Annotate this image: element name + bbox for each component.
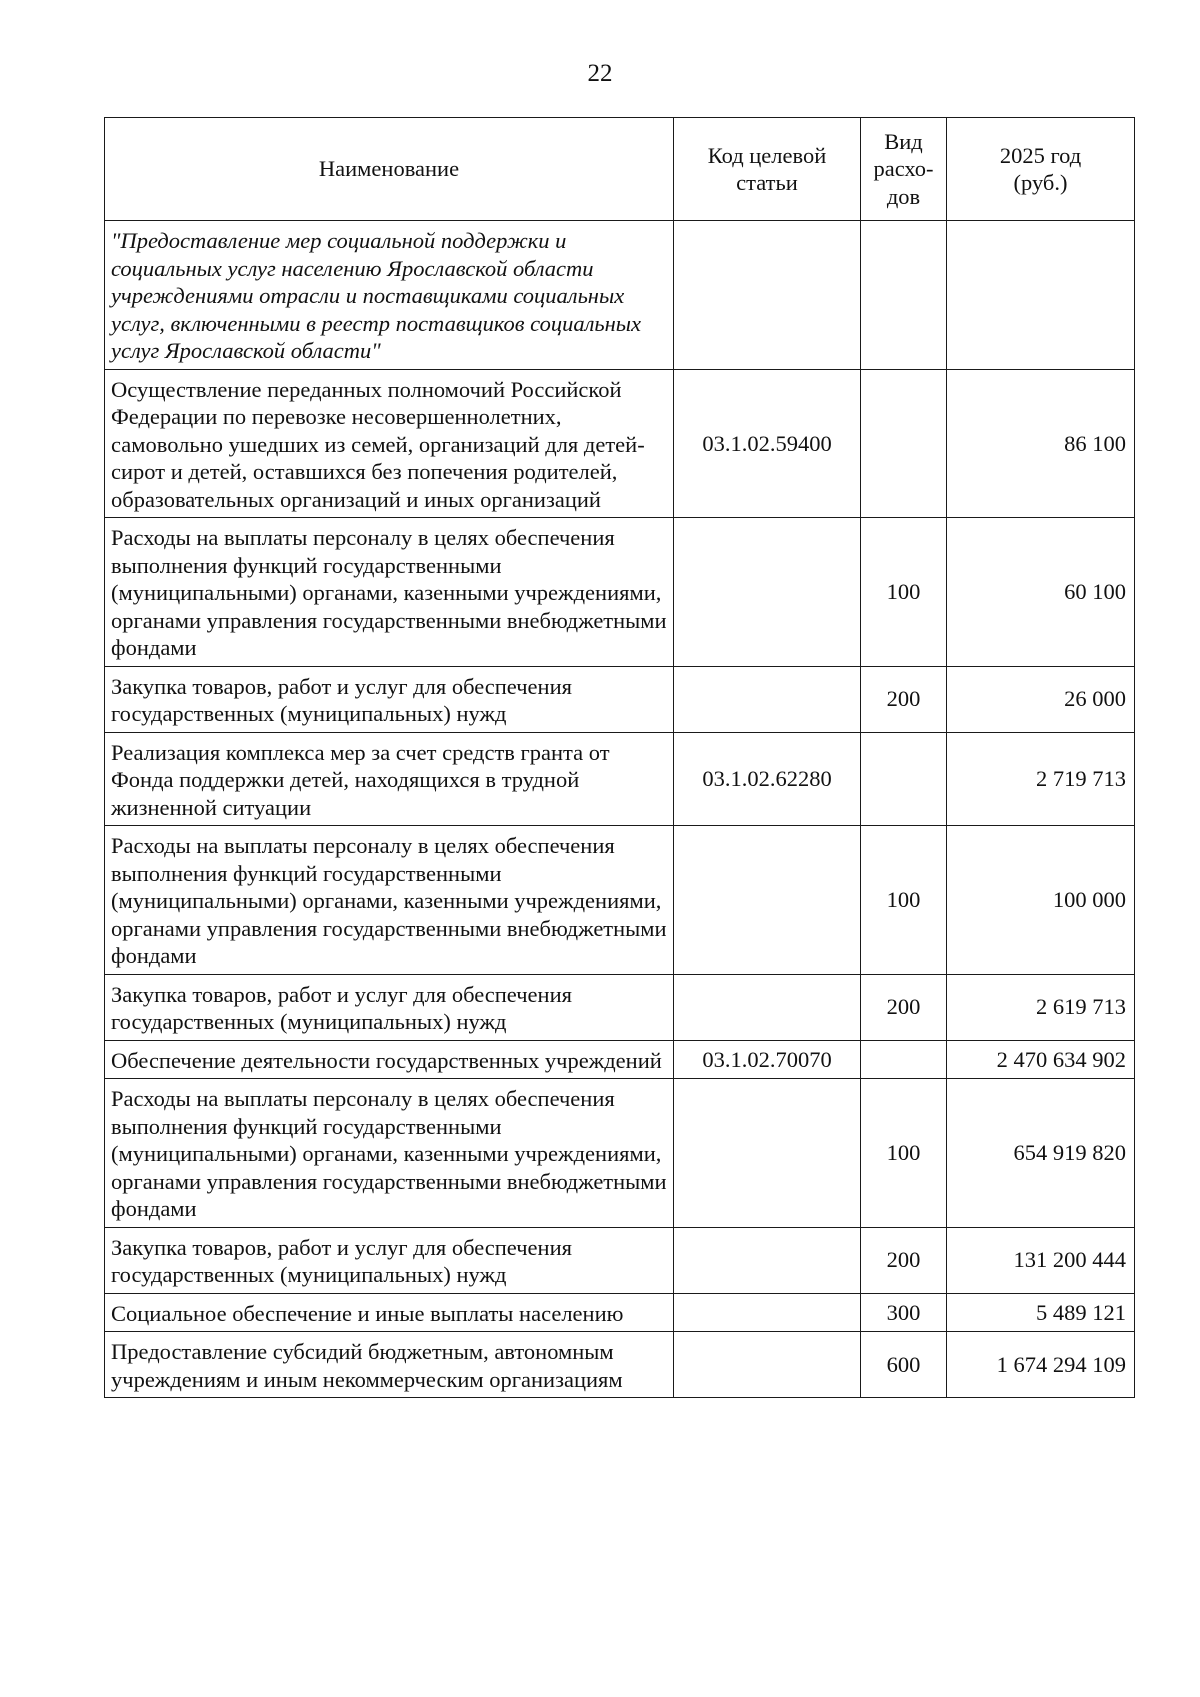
row-name: Расходы на выплаты персоналу в целях обеспечения выполнения функций государственными (муниципальными) органами, казенными учреждениями, органами управления государственными внебюджетными фондами	[105, 826, 674, 975]
row-code	[674, 974, 861, 1040]
row-code	[674, 666, 861, 732]
row-name: Расходы на выплаты персоналу в целях обеспечения выполнения функций государственными (муниципальными) органами, казенными учреждениями, органами управления государственными внебюджетными фондами	[105, 1079, 674, 1228]
row-name: Расходы на выплаты персоналу в целях обеспечения выполнения функций государственными (муниципальными) органами, казенными учреждениями, органами управления государственными внебюджетными фондами	[105, 518, 674, 667]
row-amount: 654 919 820	[947, 1079, 1135, 1228]
row-amount: 86 100	[947, 369, 1135, 518]
table-row	[105, 518, 1135, 667]
row-amount: 2 619 713	[947, 974, 1135, 1040]
table-row	[105, 974, 1135, 1040]
row-amount: 1 674 294 109	[947, 1332, 1135, 1398]
row-amount: 26 000	[947, 666, 1135, 732]
row-name: "Предоставление мер социальной поддержки и социальных услуг населению Ярославской области учреждениями отрасли и поставщиками социальных услуг, включенными в реестр поставщиков социальных услуг Ярославской области"	[105, 221, 674, 370]
page-number: 22	[587, 60, 613, 87]
header-name: Наименование	[105, 118, 674, 221]
row-name: Закупка товаров, работ и услуг для обеспечения государственных (муниципальных) нужд	[105, 974, 674, 1040]
row-name: Закупка товаров, работ и услуг для обеспечения государственных (муниципальных) нужд	[105, 666, 674, 732]
row-expense-type	[861, 1040, 947, 1079]
row-expense-type: 200	[861, 666, 947, 732]
table-row	[105, 221, 1135, 370]
row-code	[674, 221, 861, 370]
header-code	[674, 118, 861, 221]
row-expense-type: 600	[861, 1332, 947, 1398]
row-name: Осуществление переданных полномочий Российской Федерации по перевозке несовершеннолетних, самовольно ушедших из семей, организаций для детей-сирот и детей, оставшихся без попечения родителей, образовательных организаций и иных организаций	[105, 369, 674, 518]
row-amount: 2 719 713	[947, 732, 1135, 826]
row-code	[674, 1293, 861, 1332]
table-row	[105, 369, 1135, 518]
row-amount: 2 470 634 902	[947, 1040, 1135, 1079]
row-expense-type	[861, 732, 947, 826]
row-expense-type	[861, 369, 947, 518]
row-amount: 100 000	[947, 826, 1135, 975]
table-row	[105, 1040, 1135, 1079]
header-amount-line1: 2025 год	[999, 142, 1082, 168]
row-code	[674, 1332, 861, 1398]
header-code-line1: Код целевой	[707, 142, 827, 168]
row-amount: 60 100	[947, 518, 1135, 667]
row-name: Закупка товаров, работ и услуг для обеспечения государственных (муниципальных) нужд	[105, 1227, 674, 1293]
header-type-line1: Вид	[884, 128, 923, 154]
row-name: Обеспечение деятельности государственных учреждений	[105, 1040, 674, 1079]
table-row	[105, 666, 1135, 732]
row-expense-type: 300	[861, 1293, 947, 1332]
table-row	[105, 1079, 1135, 1228]
table-header-row	[105, 118, 1135, 221]
table-row	[105, 732, 1135, 826]
row-code: 03.1.02.70070	[674, 1040, 861, 1079]
row-expense-type: 200	[861, 974, 947, 1040]
budget-table	[104, 117, 1135, 1398]
row-name: Предоставление субсидий бюджетным, автономным учреждениям и иным некоммерческим организациям	[105, 1332, 674, 1398]
header-type-line3: дов	[886, 183, 921, 209]
row-expense-type: 100	[861, 1079, 947, 1228]
row-code	[674, 826, 861, 975]
header-code-line2: статьи	[736, 170, 798, 195]
row-expense-type: 200	[861, 1227, 947, 1293]
table-row	[105, 1227, 1135, 1293]
header-amount-line2: (руб.)	[1013, 170, 1068, 195]
header-amount	[947, 118, 1135, 221]
row-amount: 131 200 444	[947, 1227, 1135, 1293]
row-code: 03.1.02.59400	[674, 369, 861, 518]
table-row	[105, 826, 1135, 975]
table-row	[105, 1332, 1135, 1398]
header-expense-type	[861, 118, 947, 221]
row-amount	[947, 221, 1135, 370]
row-code	[674, 1227, 861, 1293]
row-name: Социальное обеспечение и иные выплаты населению	[105, 1293, 674, 1332]
row-expense-type	[861, 221, 947, 370]
row-code: 03.1.02.62280	[674, 732, 861, 826]
row-expense-type: 100	[861, 826, 947, 975]
row-expense-type: 100	[861, 518, 947, 667]
row-name: Реализация комплекса мер за счет средств гранта от Фонда поддержки детей, находящихся в трудной жизненной ситуации	[105, 732, 674, 826]
row-code	[674, 518, 861, 667]
row-amount: 5 489 121	[947, 1293, 1135, 1332]
row-code	[674, 1079, 861, 1228]
header-type-line2: расхо-	[873, 156, 934, 182]
table-row	[105, 1293, 1135, 1332]
